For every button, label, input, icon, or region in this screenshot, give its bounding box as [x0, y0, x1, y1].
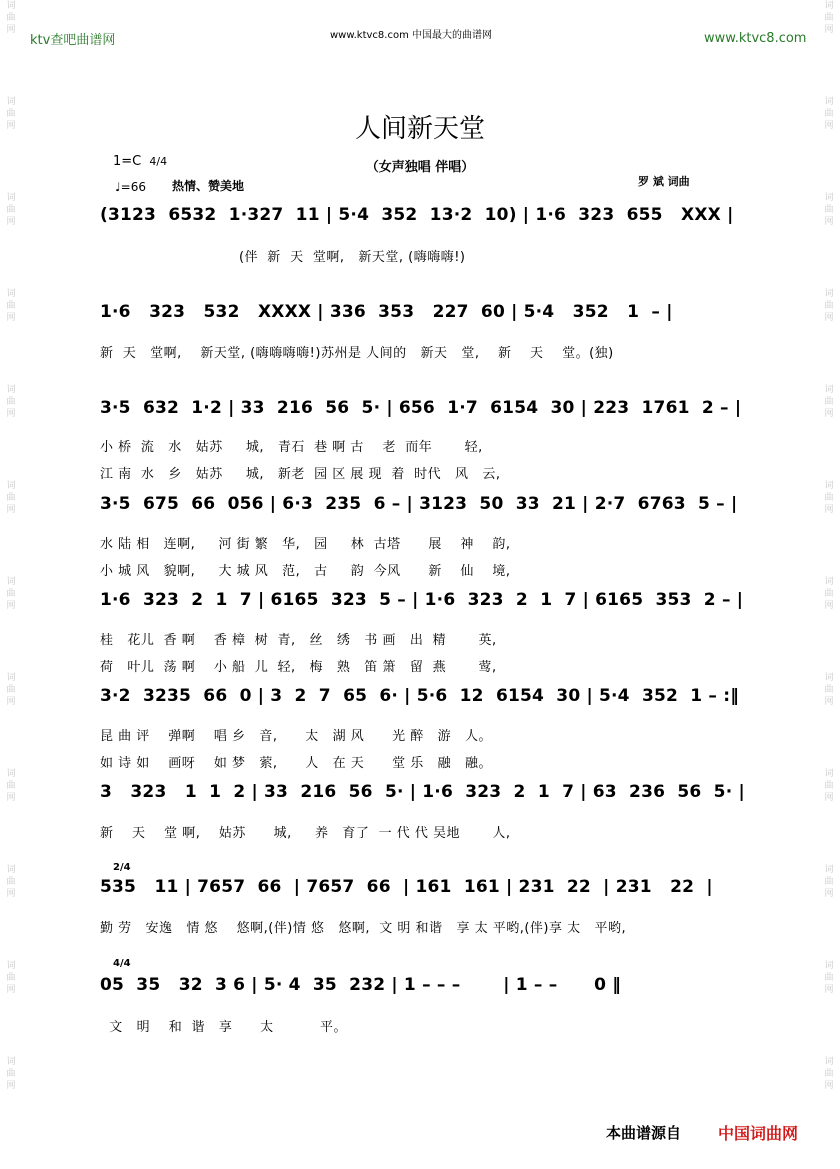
lyric-row-1: (伴 新 天 堂啊, 新天堂, (嗨嗨嗨!): [100, 250, 466, 265]
score-row-5: 1·6 323 2 1 7 | 6165 323 5 – | 1·6 323 2 1 7 | 6165 353 2 – |: [100, 590, 744, 610]
lyric-row-4a: 水 陆 相 连啊, 河 街 繁 华, 园 林 古塔 展 神 韵,: [100, 537, 511, 552]
header-site-slogan[interactable]: www.ktvc8.com 中国最大的曲谱网: [330, 30, 493, 41]
lyric-row-4b: 小 城 风 貌啊, 大 城 风 范, 古 韵 今风 新 仙 境,: [100, 564, 511, 579]
credits: 罗 斌 词曲: [638, 175, 690, 188]
header-site-url[interactable]: www.ktvc8.com: [704, 31, 807, 46]
expression-mark: 热情、赞美地: [172, 179, 245, 193]
meter-change-2-4: 2/4: [113, 862, 131, 873]
score-row-3: 3·5 632 1·2 | 33 216 56 5· | 656 1·7 6154 30 | 223 1761 2 – |: [100, 398, 742, 418]
lyric-row-7: 新 天 堂 啊, 姑苏 城, 养 育了 一 代 代 吴地 人,: [100, 826, 511, 841]
right-watermark: 词 曲 网 词 曲 网 词 曲 网 词 曲 网 词 曲 网 词 曲 网 词 曲 网 词 曲 网 词 曲 网 词 曲 网 词 曲 网 词 曲 网: [824, 1, 834, 1091]
lyric-row-3b: 江 南 水 乡 姑苏 城, 新老 园 区 展 现 着 时代 风 云,: [100, 467, 501, 482]
meter-change-4-4: 4/4: [113, 958, 131, 969]
lyric-row-9: 文 明 和 谐 享 太 平。: [100, 1020, 347, 1035]
left-watermark: 词 曲 网 词 曲 网 词 曲 网 词 曲 网 词 曲 网 词 曲 网 词 曲 网 词 曲 网 词 曲 网 词 曲 网 词 曲 网 词 曲 网: [6, 1, 16, 1091]
key-label: 1=C: [113, 154, 142, 169]
time-signature: 4/4: [149, 155, 168, 168]
score-row-9: 05 35 32 3 6 | 5· 4 35 232 | 1 – – – | 1 – – 0 ‖: [100, 975, 621, 995]
lyric-row-3a: 小 桥 流 水 姑苏 城, 青石 巷 啊 古 老 而年 轻,: [100, 440, 483, 455]
score-row-8: 535 11 | 7657 66 | 7657 66 | 161 161 | 231 22 | 231 22 |: [100, 877, 713, 897]
score-row-2: 1·6 323 532 XXXX | 336 353 227 60 | 5·4 352 1 – |: [100, 302, 673, 322]
lyric-row-8: 勤 劳 安逸 情 悠 悠啊,(伴)情 悠 悠啊, 文 明 和谐 享 太 平哟,(伴)享 太 平哟,: [100, 921, 627, 936]
lyric-row-5b: 荷 叶儿 荡 啊 小 船 儿 轻, 梅 熟 笛 箫 留 燕 莺,: [100, 660, 497, 675]
lyric-row-5a: 桂 花儿 香 啊 香 樟 树 青, 丝 绣 书 画 出 精 英,: [100, 633, 497, 648]
lyric-row-6b: 如 诗 如 画呀 如 梦 萦, 人 在 天 堂 乐 融 融。: [100, 756, 493, 771]
header-site-name[interactable]: ktv查吧曲谱网: [30, 33, 116, 48]
key-signature: [113, 154, 167, 169]
footer-source-site[interactable]: 中国词曲网: [718, 1124, 799, 1143]
lyric-row-6a: 昆 曲 评 弹啊 唱 乡 音, 太 湖 风 光 醉 游 人。: [100, 729, 493, 744]
song-title: 人间新天堂: [354, 114, 485, 144]
song-subtitle: （女声独唱 伴唱）: [365, 160, 475, 175]
score-row-1: (3123 6532 1·327 11 | 5·4 352 13·2 10) | 1·6 323 655 XXX |: [100, 205, 734, 225]
score-row-7: 3 323 1 1 2 | 33 216 56 5· | 1·6 323 2 1 7 | 63 236 56 5· |: [100, 782, 745, 802]
score-row-4: 3·5 675 66 056 | 6·3 235 6 – | 3123 50 33 21 | 2·7 6763 5 – |: [100, 494, 738, 514]
footer-source-label: 本曲谱源自: [606, 1124, 682, 1142]
lyric-row-2: 新 天 堂啊, 新天堂, (嗨嗨嗨嗨!)苏州是 人间的 新天 堂, 新 天 堂。(独): [100, 346, 614, 361]
tempo-mark: ♩=66: [115, 180, 146, 194]
score-row-6: 3·2 3235 66 0 | 3 2 7 65 6· | 5·6 12 6154 30 | 5·4 352 1 – :‖: [100, 686, 739, 706]
